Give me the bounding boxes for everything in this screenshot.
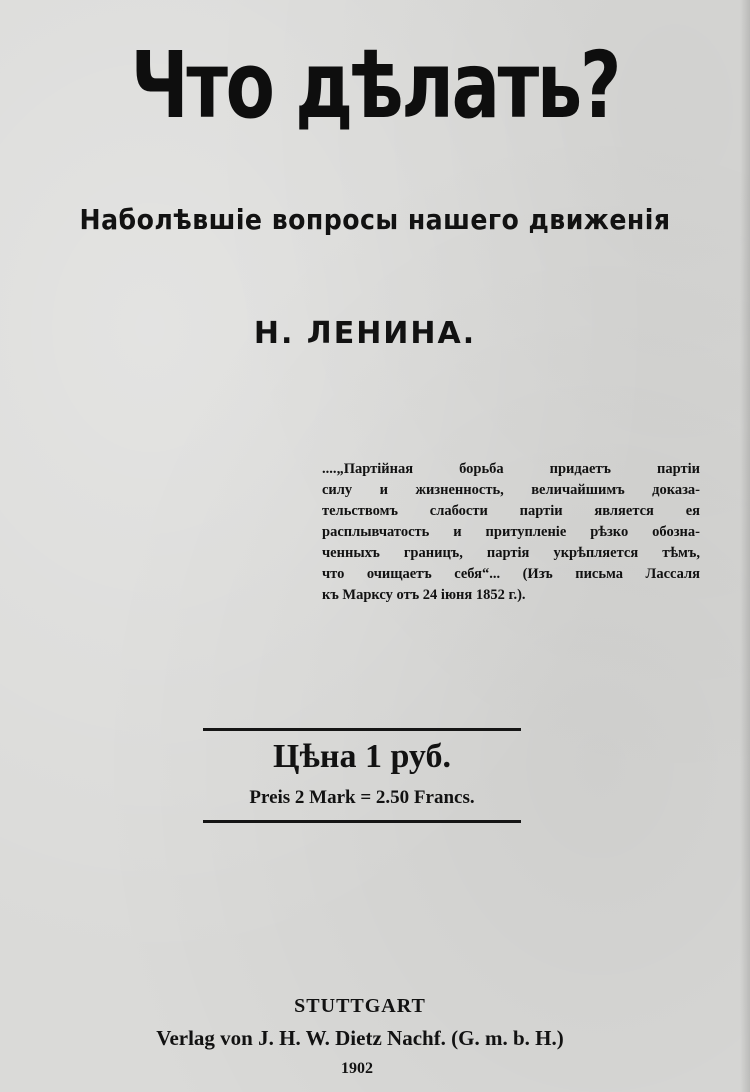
price-russian: Цѣна 1 руб. [273, 738, 451, 775]
epigraph-line: ....„Партійная борьба придаетъ партіи [322, 461, 700, 477]
page-edge-shadow [740, 0, 750, 1092]
price-rule-top [203, 728, 521, 731]
imprint-city: STUTTGART [294, 995, 426, 1017]
book-title: Что дѣлать? [130, 32, 620, 139]
book-subtitle: Наболѣвшіе вопросы нашего движенія [79, 203, 671, 236]
epigraph-line: что очищаетъ себя“... (Изъ письма Лассаля [322, 566, 700, 582]
imprint-year: 1902 [341, 1060, 373, 1077]
epigraph-line: тельствомъ слабости партіи является ея [322, 503, 700, 519]
price-rule-bottom [203, 820, 521, 823]
epigraph-line: ченныхъ границъ, партія укрѣпляется тѣмъ, [322, 545, 700, 561]
author-name: Н. ЛЕНИНА. [253, 316, 477, 351]
epigraph-line: расплывчатость и притупленіе рѣзко обозна- [322, 524, 700, 540]
epigraph-line: силу и жизненность, величайшимъ доказа- [322, 482, 700, 498]
price-german: Preis 2 Mark = 2.50 Francs. [249, 787, 475, 808]
epigraph-line: къ Марксу отъ 24 іюня 1852 г.). [322, 587, 526, 603]
imprint-publisher: Verlag von J. H. W. Dietz Nachf. (G. m. b. H.) [156, 1026, 564, 1050]
epigraph [322, 459, 700, 606]
